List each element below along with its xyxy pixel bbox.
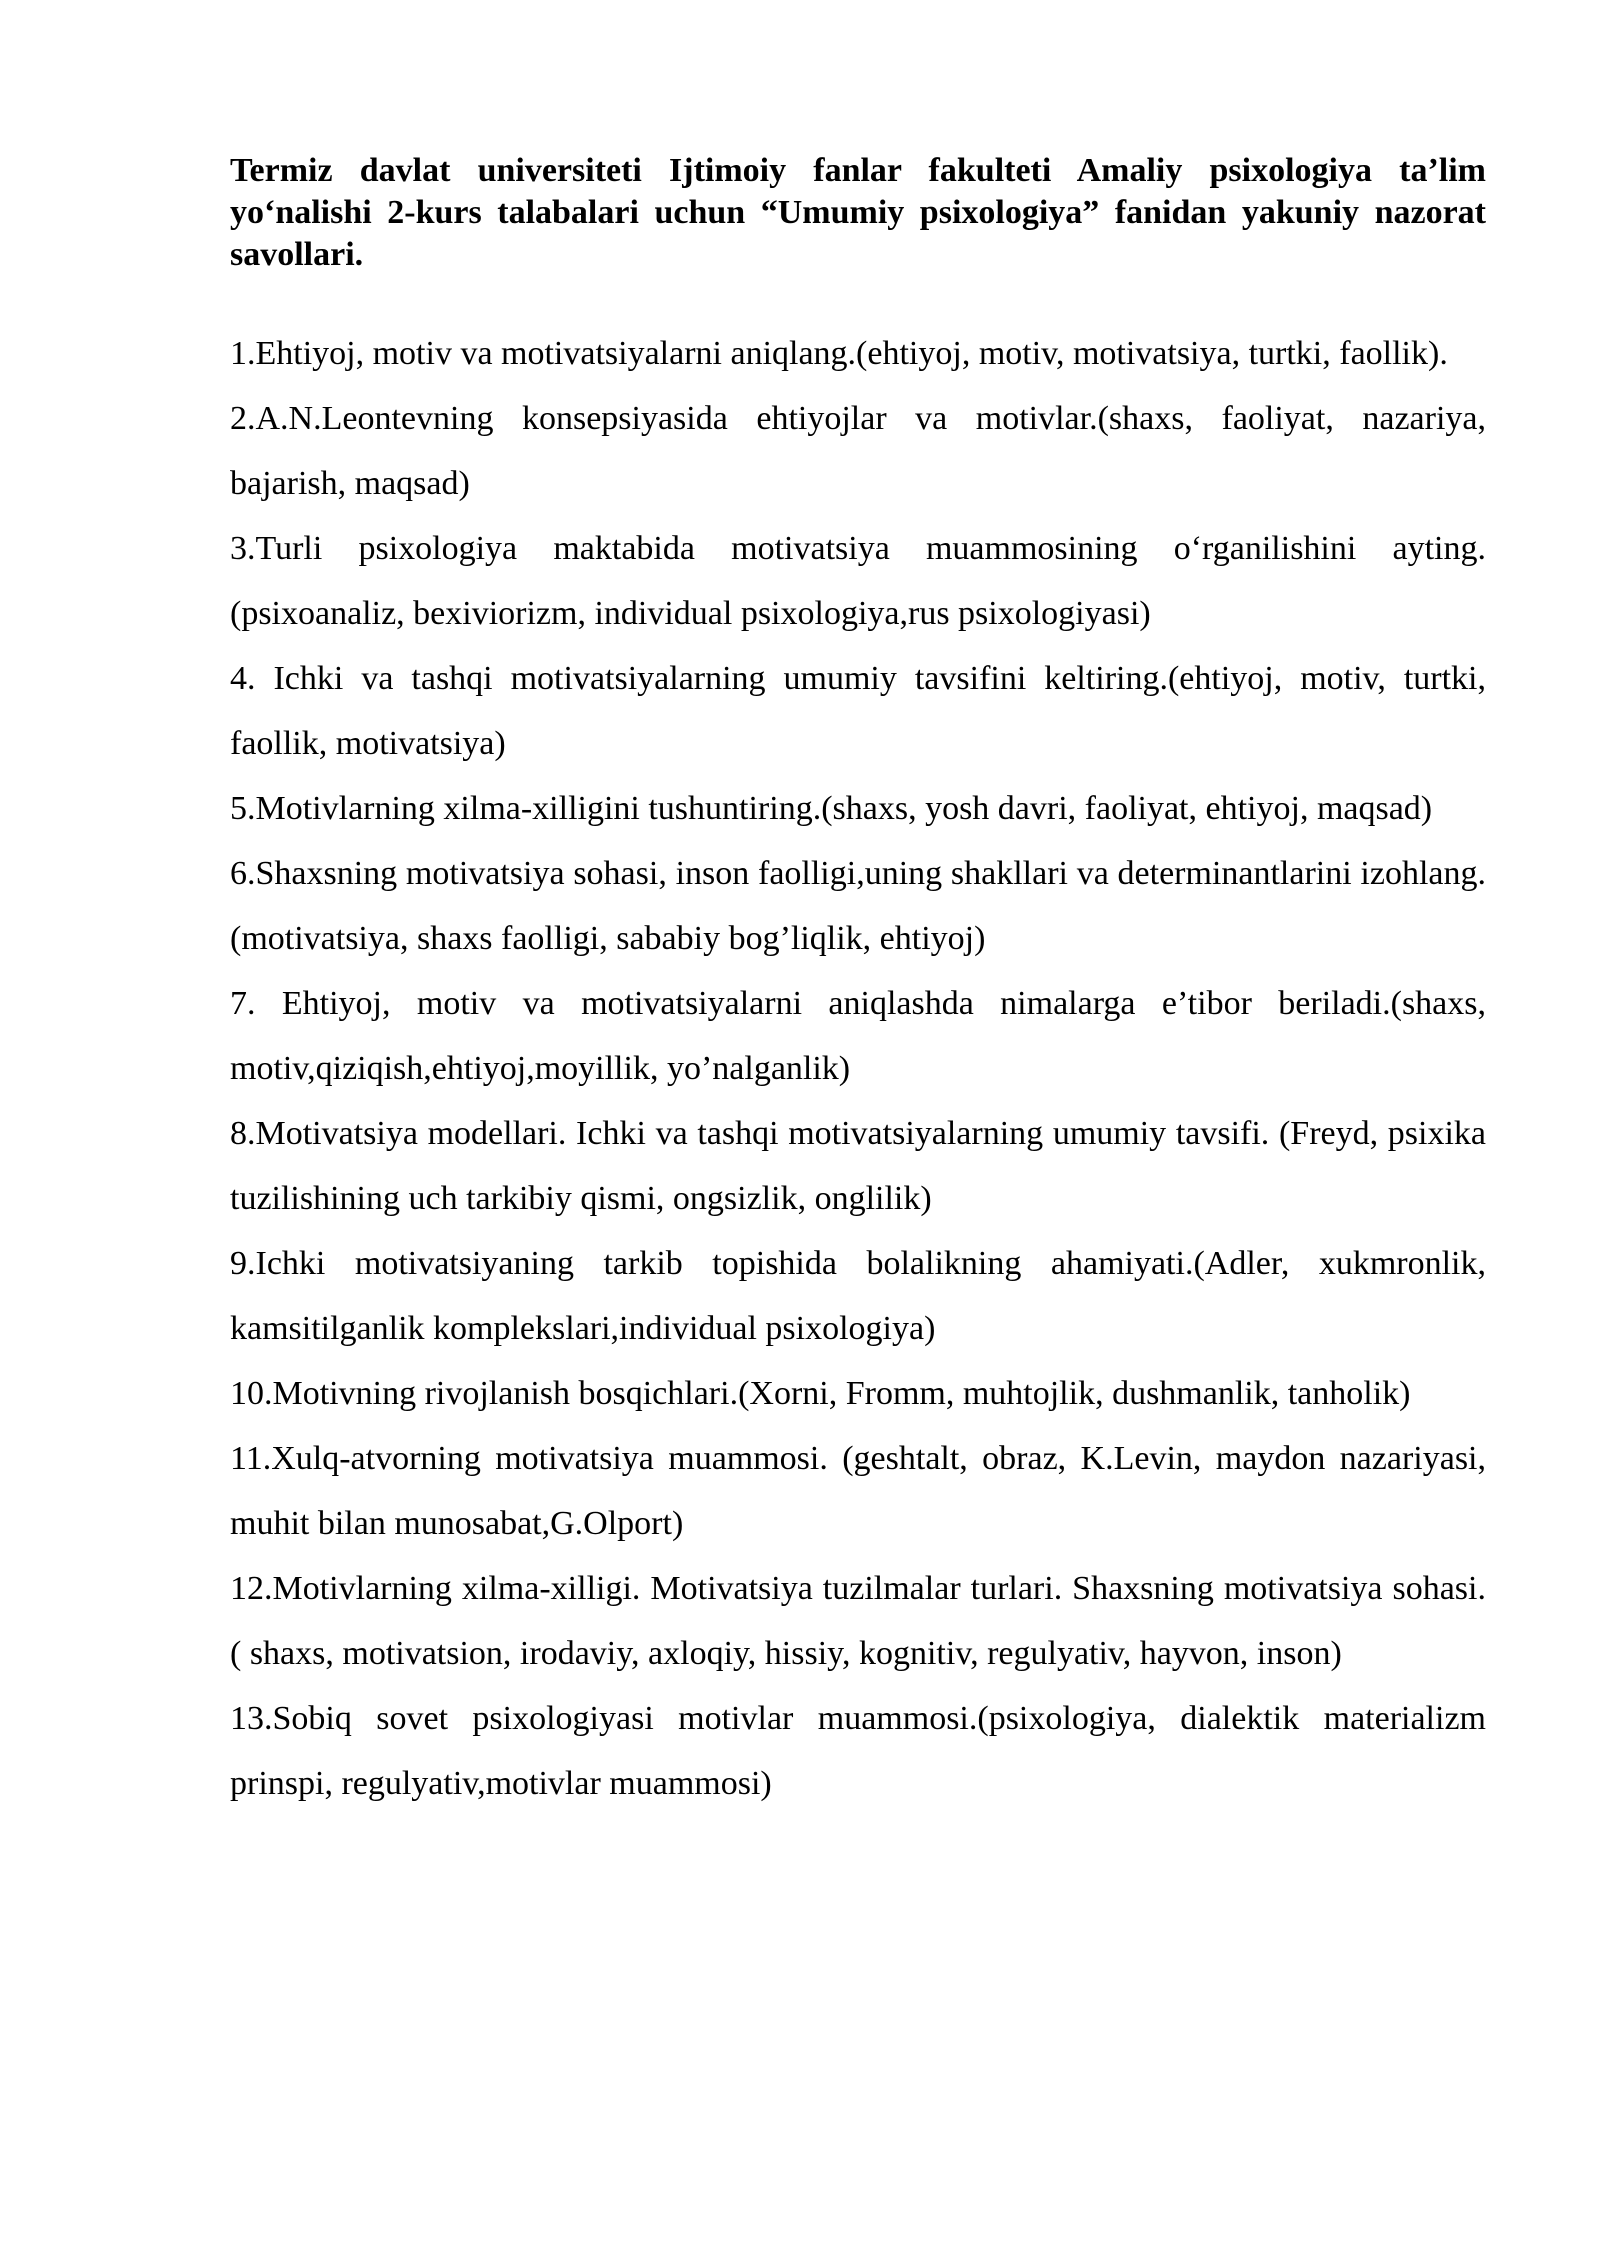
question-item: 5.Motivlarning xilma-xilligini tushuntiring.(shaxs, yosh davri, faoliyat, ehtiyoj, maqsad) [230,790,1433,827]
question-item: 2.A.N.Leontevning konsepsiyasida ehtiyojlar va motivlar.(shaxs, faoliyat, nazariya, bajarish, maqsad) [230,400,1486,502]
question-item: 10.Motivning rivojlanish bosqichlari.(Xorni, Fromm, muhtojlik, dushmanlik, tanholik) [230,1375,1411,1412]
question-item: 1.Ehtiyoj, motiv va motivatsiyalarni aniqlang.(ehtiyoj, motiv, motivatsiya, turtki, faollik). [230,335,1448,372]
question-item: 12.Motivlarning xilma-xilligi. Motivatsiya tuzilmalar turlari. Shaxsning motivatsiya sohasi.( shaxs, motivatsion, irodaviy, axloqiy, hissiy, kognitiv, regulyativ, hayvon, inson) [230,1570,1486,1672]
question-item: 7. Ehtiyoj, motiv va motivatsiyalarni aniqlashda nimalarga e’tibor beriladi.(shaxs, motiv,qiziqish,ehtiyoj,moyillik, yo’nalganlik) [230,985,1486,1087]
question-item: 8.Motivatsiya modellari. Ichki va tashqi motivatsiyalarning umumiy tavsifi. (Freyd, psixika tuzilishining uch tarkibiy qismi, ongsizlik, onglilik) [230,1115,1486,1217]
question-list [230,321,1486,1816]
question-item: 6.Shaxsning motivatsiya sohasi, inson faolligi,uning shakllari va determinantlarini izohlang.(motivatsiya, shaxs faolligi, sababiy bog’liqlik, ehtiyoj) [230,855,1486,957]
question-item: 11.Xulq-atvorning motivatsiya muammosi. (geshtalt, obraz, K.Levin, maydon nazariyasi, muhit bilan munosabat,G.Olport) [230,1440,1486,1542]
question-item: 4. Ichki va tashqi motivatsiyalarning umumiy tavsifini keltiring.(ehtiyoj, motiv, turtki, faollik, motivatsiya) [230,660,1486,762]
question-item: 9.Ichki motivatsiyaning tarkib topishida bolalikning ahamiyati.(Adler, xukmronlik, kamsitilganlik komplekslari,individual psixologiya) [230,1245,1486,1347]
question-item: 13.Sobiq sovet psixologiyasi motivlar muammosi.(psixologiya, dialektik materializm prinspi, regulyativ,motivlar muammosi) [230,1700,1486,1802]
document-content [230,150,1486,1816]
question-item: 3.Turli psixologiya maktabida motivatsiya muammosining o‘rganilishini ayting. (psixoanaliz, bexiviorizm, individual psixologiya,rus psixologiyasi) [230,530,1486,632]
document-title: Termiz davlat universiteti Ijtimoiy fanlar fakulteti Amaliy psixologiya ta’lim yo‘nalishi 2-kurs talabalari uchun “Umumiy psixologiya” fanidan yakuniy nazorat savollari. [230,152,1486,273]
